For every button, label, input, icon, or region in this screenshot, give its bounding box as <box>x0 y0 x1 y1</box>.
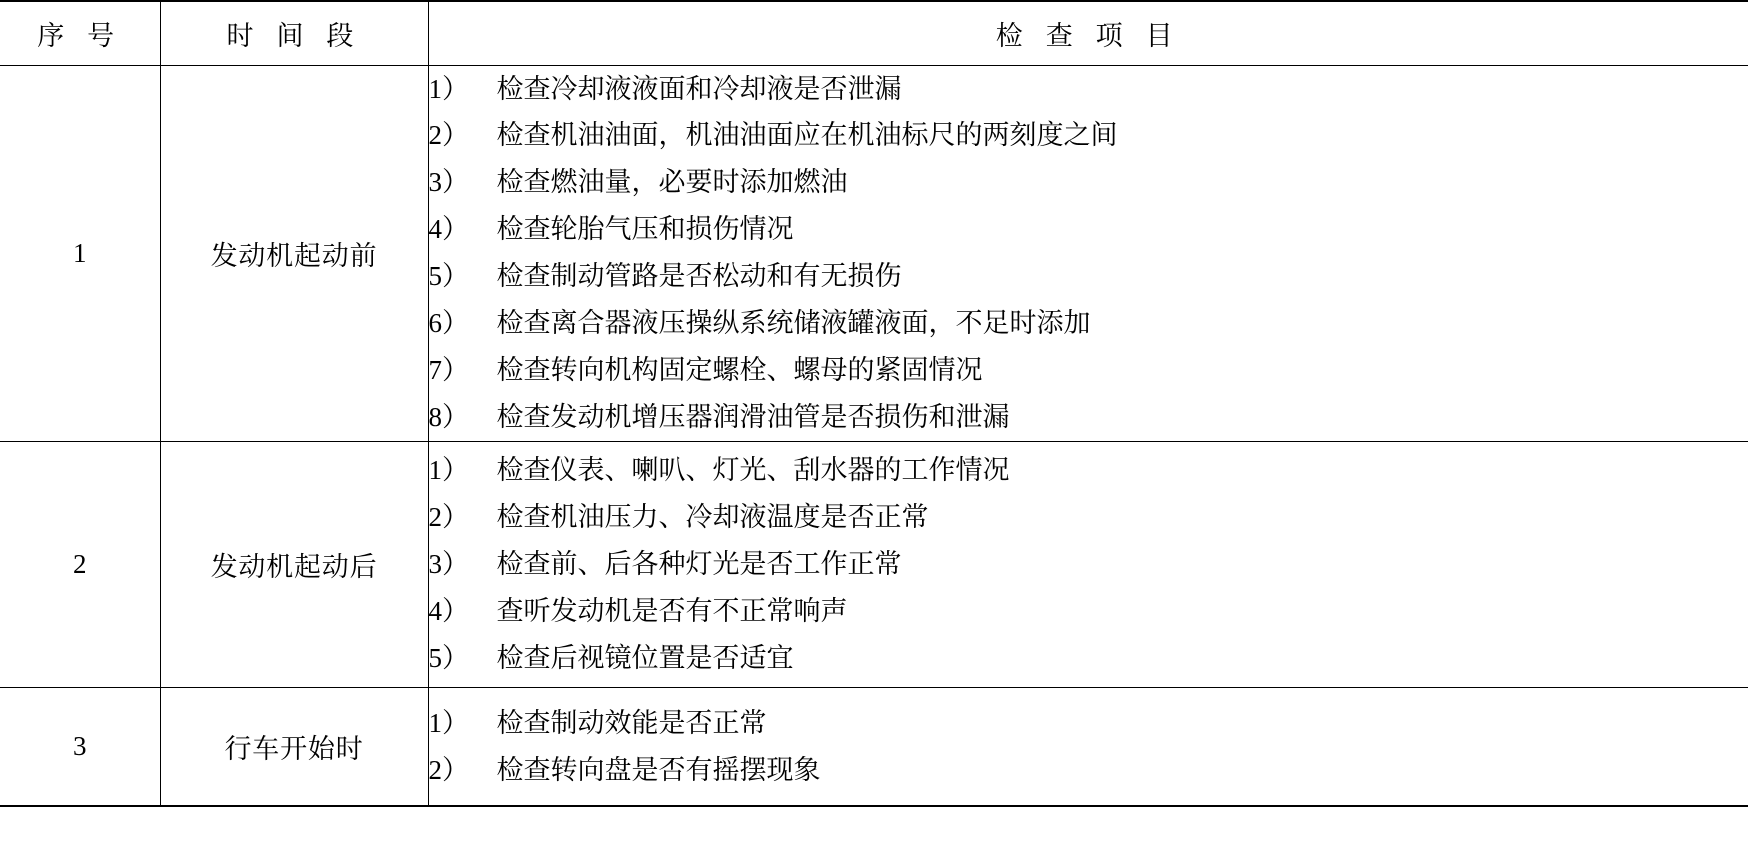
list-item <box>429 494 1748 541</box>
row-period <box>160 688 428 806</box>
row-items <box>428 688 1748 806</box>
list-item <box>429 253 1748 300</box>
item-text: 检查离合器液压操纵系统储液罐液面，不足时添加 <box>496 308 1091 339</box>
row-no: 1 <box>0 65 160 442</box>
item-text: 检查前、后各种灯光是否工作正常 <box>496 549 902 580</box>
row-period <box>160 442 428 688</box>
item-index: 1） <box>428 455 469 486</box>
item-index: 4） <box>428 214 469 245</box>
row-period-label: 发动机起动后 <box>210 552 378 583</box>
row-items <box>428 65 1748 442</box>
list-item <box>429 635 1748 682</box>
list-item <box>429 447 1748 494</box>
item-text: 检查制动管路是否松动和有无损伤 <box>496 261 902 292</box>
item-index: 6） <box>428 308 469 339</box>
list-item <box>429 541 1748 588</box>
item-index: 1） <box>428 707 469 738</box>
item-text: 查听发动机是否有不正常响声 <box>496 596 848 627</box>
item-text: 检查后视镜位置是否适宜 <box>496 643 794 674</box>
column-header-no: 序 号 <box>0 1 160 65</box>
item-index: 3） <box>428 167 469 198</box>
row-items <box>428 442 1748 688</box>
item-text: 检查机油压力、冷却液温度是否正常 <box>496 502 929 533</box>
item-index: 7） <box>428 355 469 386</box>
item-text: 检查机油油面，机油油面应在机油标尺的两刻度之间 <box>496 120 1118 151</box>
item-index: 4） <box>428 596 469 627</box>
item-text: 检查燃油量，必要时添加燃油 <box>496 167 848 198</box>
list-item <box>429 159 1748 206</box>
list-item <box>429 206 1748 253</box>
list-item <box>429 347 1748 394</box>
item-text: 检查转向机构固定螺栓、螺母的紧固情况 <box>496 355 983 386</box>
column-header-items: 检 查 项 目 <box>428 1 1748 65</box>
row-no: 3 <box>0 688 160 806</box>
row-period-label: 发动机起动前 <box>210 240 378 271</box>
list-item <box>429 394 1748 441</box>
table-row <box>0 688 1748 806</box>
item-text: 检查制动效能是否正常 <box>496 707 767 738</box>
item-index: 2） <box>428 120 469 151</box>
list-item <box>429 588 1748 635</box>
item-text: 检查转向盘是否有摇摆现象 <box>496 754 821 785</box>
table-row <box>0 442 1748 688</box>
list-item <box>429 300 1748 347</box>
list-item <box>429 66 1748 113</box>
row-no: 2 <box>0 442 160 688</box>
row-period <box>160 65 428 442</box>
item-index: 2） <box>428 502 469 533</box>
list-item <box>429 747 1748 794</box>
item-index: 3） <box>428 549 469 580</box>
item-index: 2） <box>428 754 469 785</box>
item-index: 5） <box>428 643 469 674</box>
item-index: 8） <box>428 402 469 433</box>
table-row <box>0 65 1748 442</box>
table-header-row <box>0 1 1748 65</box>
list-item <box>429 112 1748 159</box>
row-period-label: 行车开始时 <box>224 734 364 764</box>
item-index: 1） <box>428 73 469 104</box>
item-text: 检查轮胎气压和损伤情况 <box>496 214 794 245</box>
item-index: 5） <box>428 261 469 292</box>
list-item <box>429 700 1748 747</box>
item-text: 检查发动机增压器润滑油管是否损伤和泄漏 <box>496 402 1010 433</box>
item-text: 检查仪表、喇叭、灯光、刮水器的工作情况 <box>496 455 1010 486</box>
item-text: 检查冷却液液面和冷却液是否泄漏 <box>496 73 902 104</box>
column-header-period: 时 间 段 <box>160 1 428 65</box>
